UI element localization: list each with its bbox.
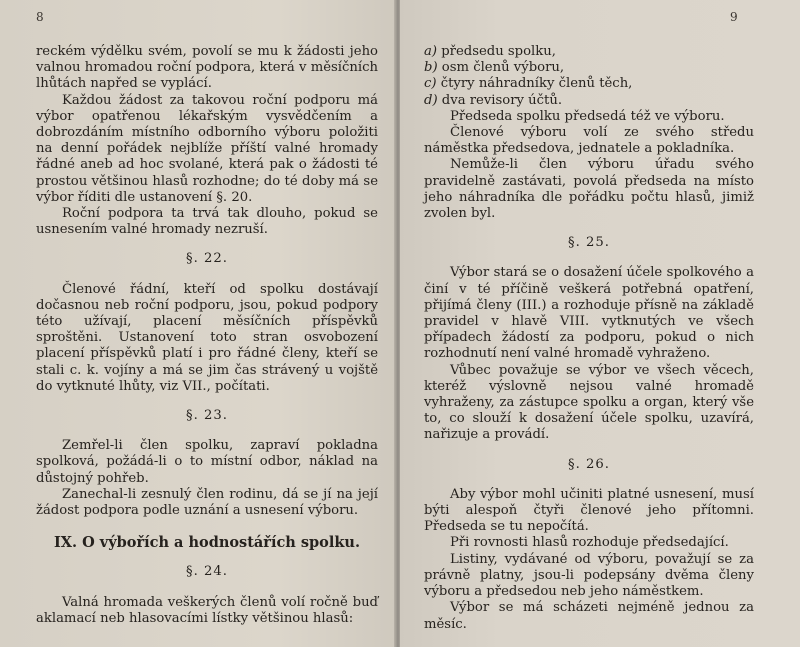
paragraph: Výbor se má scházeti nejméně jednou za měsíc.: [424, 600, 754, 632]
section-heading: §. 25.: [568, 235, 610, 251]
page-number-left: 8: [36, 10, 44, 24]
paragraph: reckém výdělku svém, povolí se mu k žádosti jeho valnou hromadou roční podpora, která v měsíčních lhůtách napřed se vyplácí.: [36, 44, 378, 92]
left-page: [0, 0, 396, 647]
paragraph: Každou žádost za takovou roční podporu má výbor opatřenou lékařským vysvědčením a dobrozdáním místního odborního výboru položiti na denní pořádek nejblíže příští valné hromady řádné aneb ad hoc svolané, která pak o žádosti té prostou většinou hlasů rozhodne; do té doby má se výbor říditi dle ustanovení §. 20.: [36, 92, 378, 205]
chapter-heading: IX. O výbořích a hodnostářích spolku.: [54, 534, 360, 552]
list-item-text: dva revisory účtů.: [441, 92, 563, 108]
paragraph: Roční podpora ta trvá tak dlouho, pokud se usnesením valné hromady nezruší.: [36, 206, 378, 238]
paragraph: Předseda spolku předsedá též ve výboru.: [450, 108, 725, 124]
list-item-text: předsedu spolku,: [441, 44, 556, 59]
paragraph: Zanechal-li zesnulý člen rodinu, dá se jí na její žádost podpora podle uznání a usnesení výboru.: [36, 486, 378, 519]
left-text-column: [36, 44, 378, 627]
paragraph: Zemřel-li člen spolku, zapraví pokladna spolková, požádá-li o to místní odbor, náklad na důstojný pohřeb.: [36, 438, 378, 486]
list-item-text: čtyry náhradníky členů těch,: [440, 76, 633, 92]
list-item: [424, 44, 754, 60]
paragraph: Nemůže-li člen výboru úřadu svého pravidelně zastávati, povolá předseda na místo jeho náhradníka dle pořádku počtu hlasů, jimiž zvolen byl.: [424, 157, 754, 222]
paragraph: Listiny, vydávané od výboru, považují se za právně platny, jsou-li podepsány dvěma členy výboru a předsedou neb jeho náměstkem.: [424, 551, 754, 600]
list-item: [424, 60, 754, 76]
list-item: [424, 93, 754, 109]
right-text-column: [424, 44, 754, 633]
paragraph: Aby výbor mohl učiniti platné usnesení, musí býti alespoň čtyři členové jeho přítomni. Předseda se tu nepočítá.: [424, 486, 754, 535]
section-heading: §. 23.: [186, 408, 228, 424]
paragraph: Valná hromada veškerých členů volí ročně buď aklamací neb hlasovacími lístky většinou hlasů:: [36, 594, 378, 626]
section-heading: §. 26.: [568, 456, 610, 472]
list-marker: a): [424, 44, 438, 59]
paragraph: Vůbec považuje se výbor ve všech věcech, kteréž výslovně nejsou valné hromadě vyhraženy, za zástupce spolku a organ, který vše to, co slouží k dosažení účele spolku, uzavírá, nařizuje a provádí.: [424, 362, 754, 443]
paragraph: Při rovnosti hlasů rozhoduje předsedající.: [450, 535, 729, 551]
paragraph: Výbor stará se o dosažení účele spolkového a činí v té příčině veškerá potřebná opatření, přijímá členy (III.) a rozhoduje přísně na základě pravidel v hlavě VIII. vytknutých ve všech případech žádostí za podporu, pokud o nich rozhodnutí není valné hromadě vyhraženo.: [424, 265, 754, 362]
list-item-text: osm členů výboru,: [441, 60, 565, 76]
list-marker: d): [424, 92, 438, 108]
section-heading: §. 24.: [186, 564, 228, 580]
list-marker: b): [424, 60, 438, 76]
page-number-right: 9: [730, 10, 738, 24]
list-item: [424, 76, 754, 92]
paragraph: Členové výboru volí ze svého středu náměstka předsedova, jednatele a pokladníka.: [424, 125, 754, 157]
right-page: [400, 0, 800, 647]
paragraph: Členové řádní, kteří od spolku dostávají dočasnou neb roční podporu, jsou, pokud podpory této užívají, placení měsíčních příspěvků sproštěni. Ustanovení toto stran osvobození placení příspěvků platí i pro řádné členy, kteří se stali c. k. vojíny a má se jim čas strávený u vojště do vytknuté lhůty, viz VII., počítati.: [36, 281, 378, 394]
list-marker: c): [424, 76, 437, 92]
section-heading: §. 22.: [186, 251, 228, 267]
